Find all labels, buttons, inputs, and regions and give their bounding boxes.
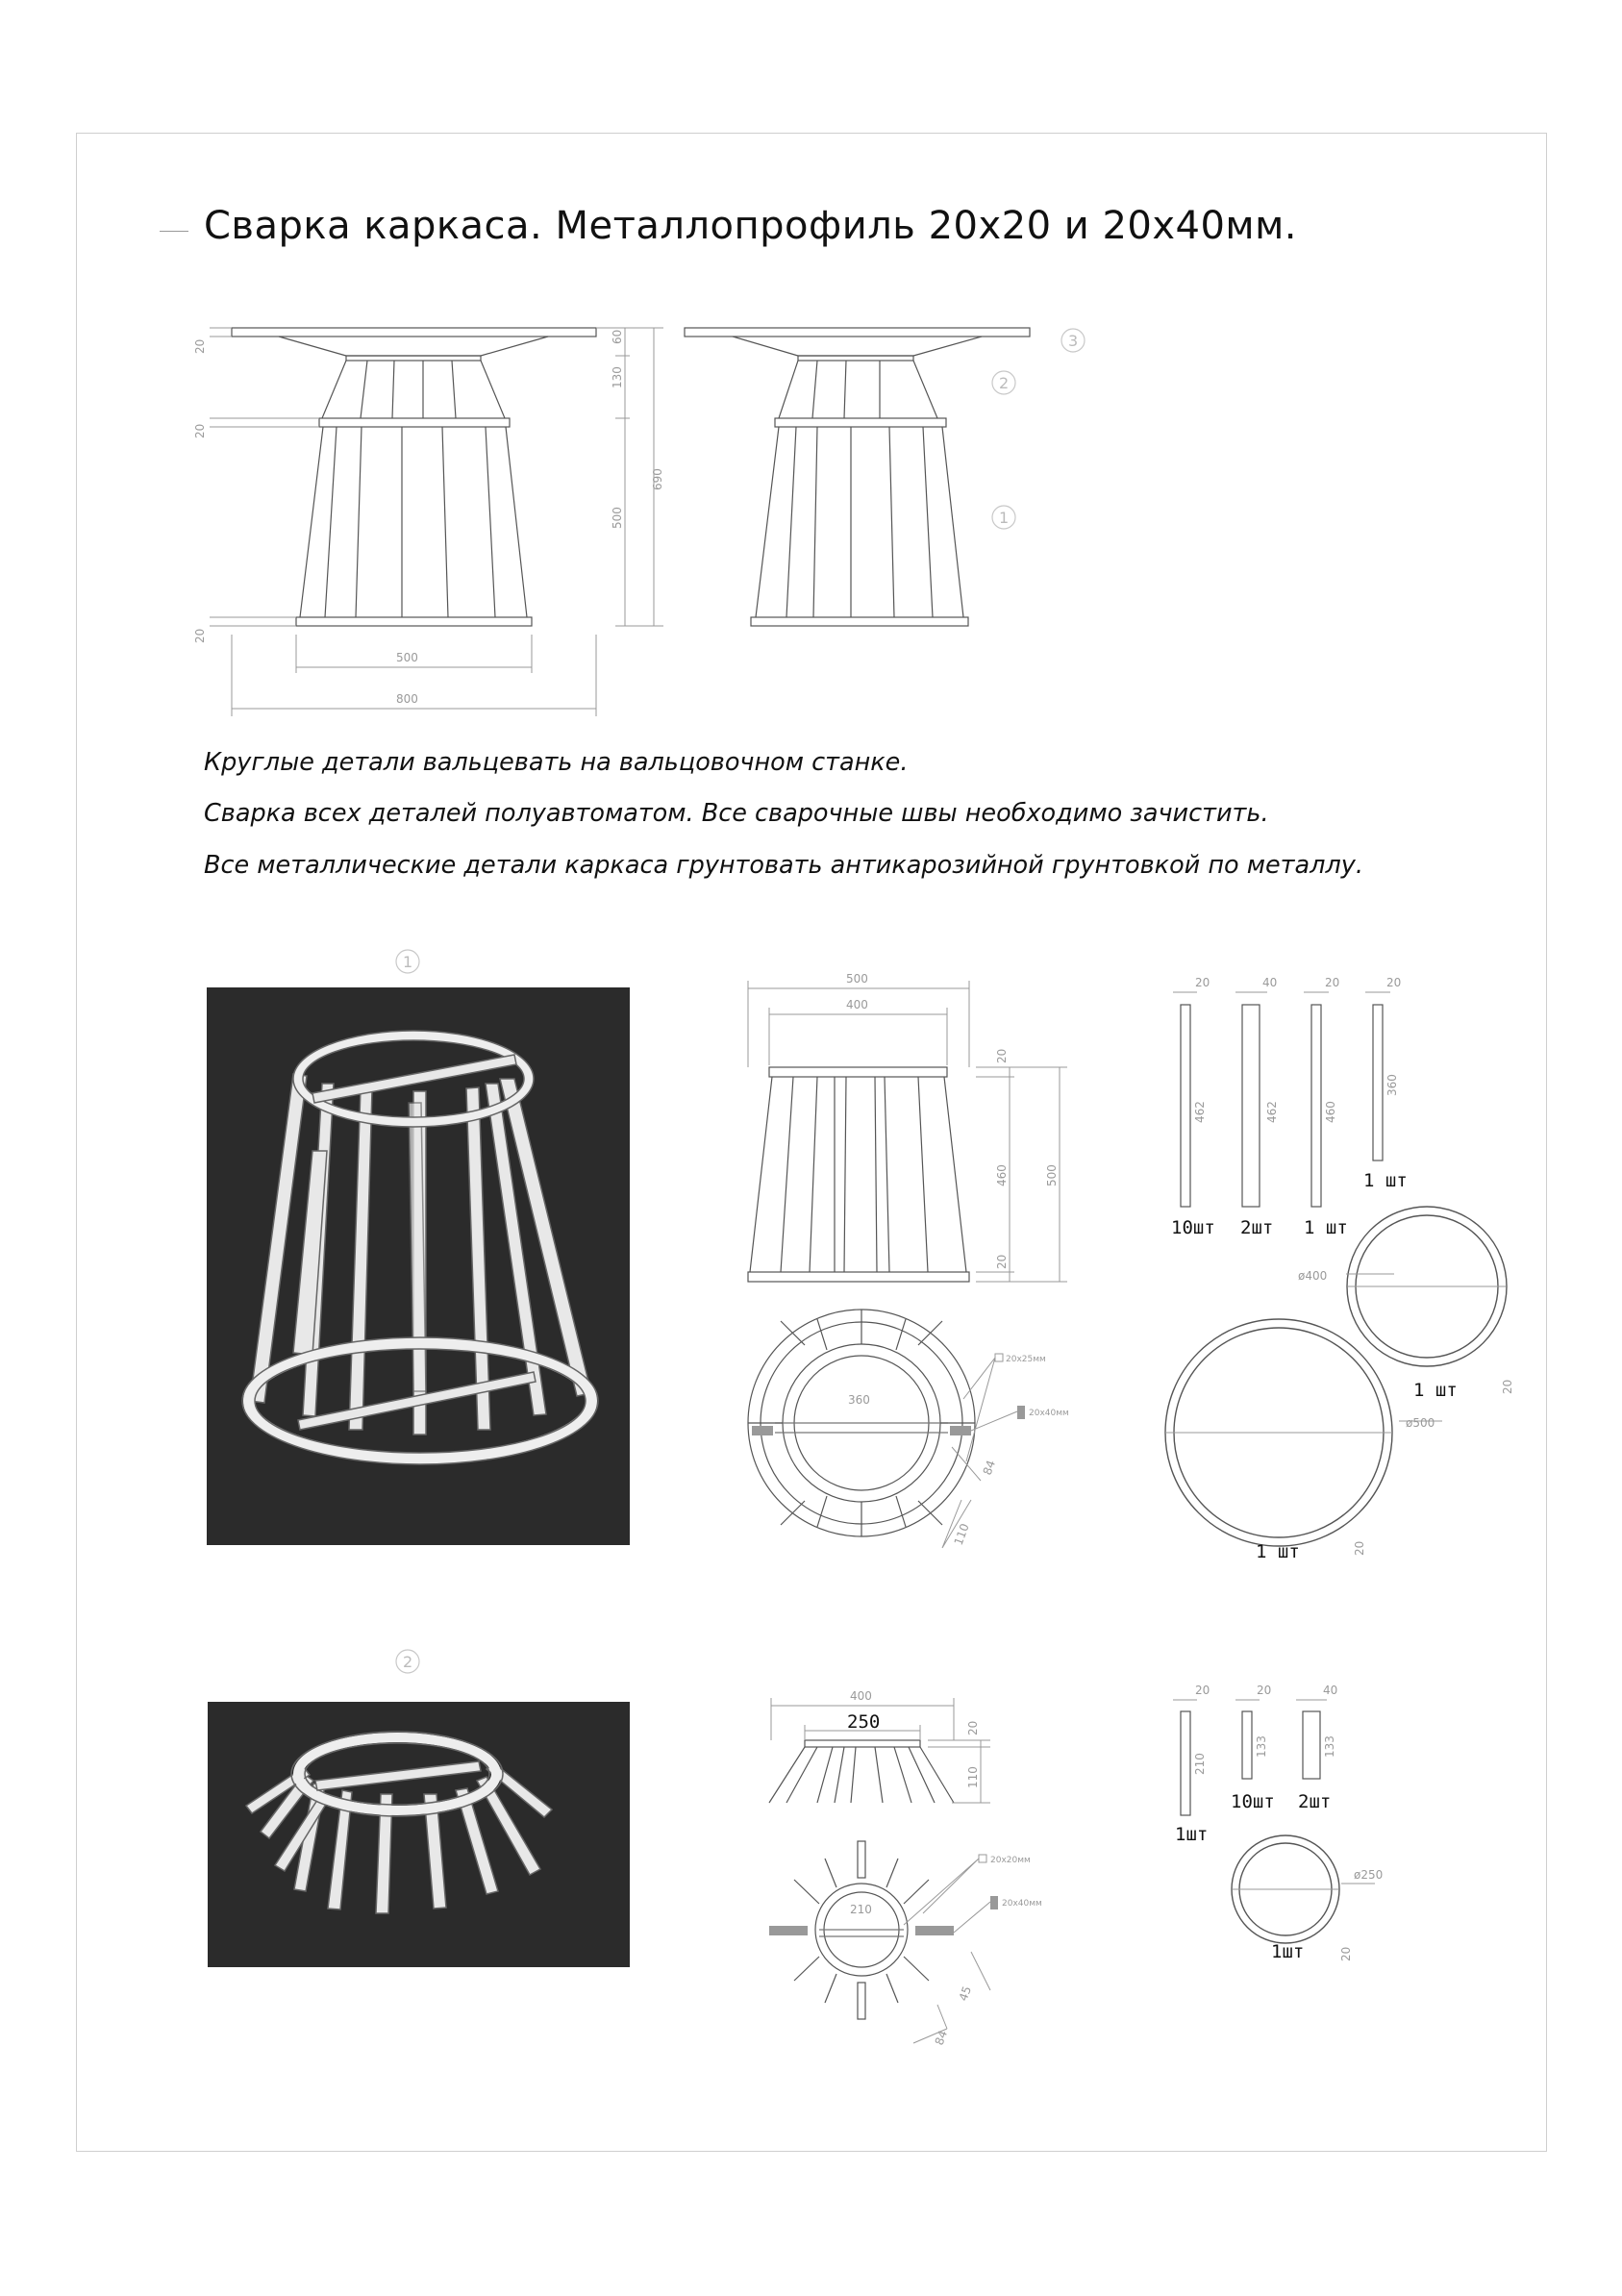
dim-h-mid: 130 xyxy=(611,366,624,388)
dim-mid-thk: 20 xyxy=(193,423,207,438)
s2-legend-2: 20х40мм xyxy=(1002,1899,1042,1909)
s2-ring-qty: 1шт xyxy=(1271,1941,1305,1962)
s1-dim-thk-bot: 20 xyxy=(995,1254,1009,1269)
s2-dim-h: 110 xyxy=(966,1766,980,1788)
s1-dim-thk-top: 20 xyxy=(995,1048,1009,1063)
page-title: Сварка каркаса. Металлопрофиль 20х20 и 20х40мм. xyxy=(204,204,1297,248)
s1-part2-w: 40 xyxy=(1262,976,1278,989)
s1-dim-h-total: 500 xyxy=(1045,1164,1059,1186)
s1-part1-len: 462 xyxy=(1193,1101,1207,1123)
s2-part2-len: 133 xyxy=(1255,1735,1268,1758)
dim-top-thk: 20 xyxy=(193,338,207,354)
s2-plan-tilt: 45 xyxy=(956,1984,975,2004)
s2-dim-thk: 20 xyxy=(966,1720,980,1735)
s1-ring2-thk: 20 xyxy=(1353,1540,1366,1556)
s1-ring2-qty: 1 шт xyxy=(1256,1541,1300,1562)
dim-h-body: 500 xyxy=(611,507,624,529)
s1-ring1-qty: 1 шт xyxy=(1413,1380,1458,1401)
s2-ring-d: ø250 xyxy=(1354,1868,1384,1882)
s1-part3-qty: 1 шт xyxy=(1304,1217,1348,1238)
s1-part1-qty: 10шт xyxy=(1171,1217,1215,1238)
s1-dim-w-inner: 400 xyxy=(846,998,868,1011)
s1-ring1-d: ø400 xyxy=(1298,1269,1328,1283)
s1-part1-w: 20 xyxy=(1195,976,1210,989)
note-1: Круглые детали вальцевать на вальцовочном станке. xyxy=(204,748,909,777)
s1-part4-len: 360 xyxy=(1385,1074,1399,1096)
s2-part3-qty: 2шт xyxy=(1298,1791,1332,1812)
dim-w-base: 500 xyxy=(396,651,418,664)
section-1-label: 1 xyxy=(403,953,413,971)
callout-1: 1 xyxy=(999,509,1010,527)
s2-ring-thk: 20 xyxy=(1339,1946,1353,1961)
note-2: Сварка всех деталей полуавтоматом. Все сварочные швы необходимо зачистить. xyxy=(204,799,1269,828)
dim-base-thk: 20 xyxy=(193,628,207,643)
s2-part1-len: 210 xyxy=(1193,1753,1207,1775)
s1-plan-seg: 84 xyxy=(980,1458,999,1478)
s1-plan-inner: 360 xyxy=(848,1393,870,1407)
s1-part3-w: 20 xyxy=(1325,976,1340,989)
s1-dim-w-top: 500 xyxy=(846,972,868,986)
s1-part3-len: 460 xyxy=(1324,1101,1337,1123)
s2-dim-w-inner: 250 xyxy=(847,1711,881,1733)
note-3: Все металлические детали каркаса грунтовать антикарозийной грунтовкой по металлу. xyxy=(204,851,1363,880)
s1-part2-len: 462 xyxy=(1265,1101,1279,1123)
s2-plan-inner: 210 xyxy=(850,1903,872,1916)
s2-part2-w: 20 xyxy=(1257,1684,1272,1697)
s2-part3-w: 40 xyxy=(1323,1684,1338,1697)
callout-2: 2 xyxy=(999,374,1010,392)
dim-w-total: 800 xyxy=(396,692,418,706)
s1-legend-1: 20х25мм xyxy=(1006,1355,1046,1364)
s2-part2-qty: 10шт xyxy=(1231,1791,1275,1812)
s2-dim-w-top: 400 xyxy=(850,1689,872,1703)
s1-plan-outer: 110 xyxy=(951,1521,972,1548)
s2-legend-1: 20х20мм xyxy=(990,1856,1031,1865)
section-2-label: 2 xyxy=(403,1653,413,1671)
s1-ring1-thk: 20 xyxy=(1501,1379,1514,1394)
s1-part4-qty: 1 шт xyxy=(1363,1170,1408,1191)
s1-legend-2: 20х40мм xyxy=(1029,1409,1069,1418)
dim-h-top: 60 xyxy=(611,329,624,344)
s1-part4-w: 20 xyxy=(1386,976,1402,989)
s2-part1-w: 20 xyxy=(1195,1684,1210,1697)
s2-part1-qty: 1шт xyxy=(1175,1824,1209,1845)
s1-dim-h-inner: 460 xyxy=(995,1164,1009,1186)
s2-plan-seg: 84 xyxy=(932,2028,951,2048)
s1-ring2-d: ø500 xyxy=(1406,1416,1435,1430)
callout-3: 3 xyxy=(1068,332,1079,350)
s1-part2-qty: 2шт xyxy=(1240,1217,1274,1238)
dim-h-total: 690 xyxy=(651,468,664,490)
s2-part3-len: 133 xyxy=(1323,1735,1336,1758)
